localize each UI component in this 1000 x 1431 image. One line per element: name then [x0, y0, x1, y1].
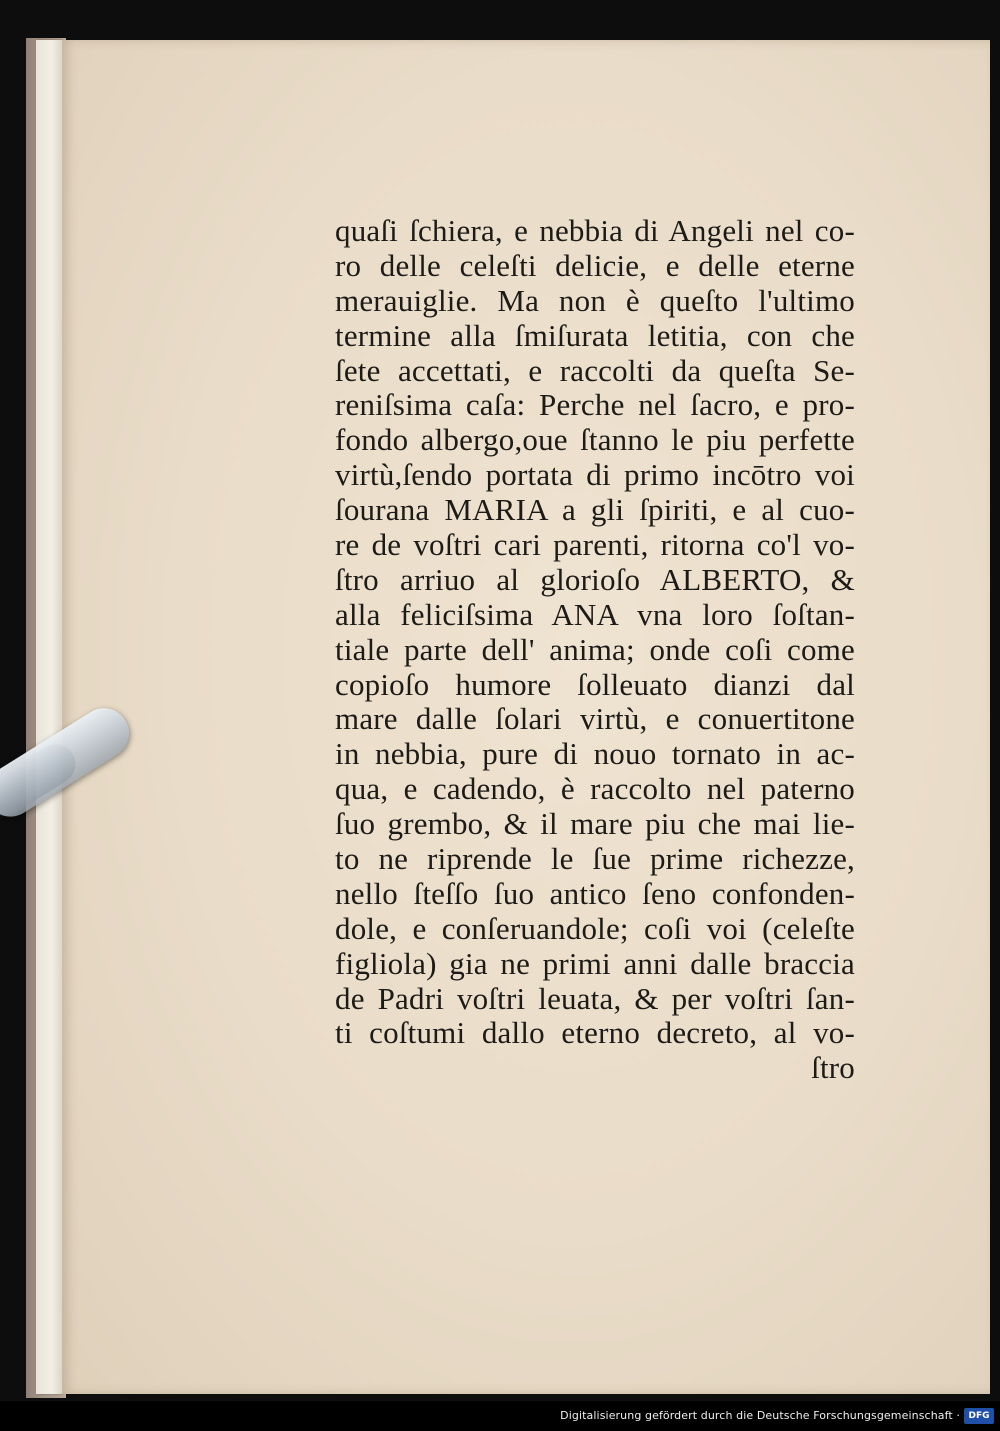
- text-line: dole, e conſeruandole; coſi voi (celeſte: [335, 910, 855, 946]
- footer-bar: [0, 1401, 1000, 1431]
- text-line: ſete accettati, e raccolti da queſta Se-: [335, 352, 855, 388]
- page-edge: [36, 40, 62, 1394]
- text-line: ſtro arriuo al glorioſo ALBERTO, &: [335, 561, 855, 597]
- text-line: fondo albergo,oue ſtanno le piu perfette: [335, 422, 855, 458]
- text-line: de Padri voſtri leuata, & per voſtri ſan-: [335, 980, 855, 1016]
- text-line: mare dalle ſolari virtù, e conuertitone: [335, 701, 855, 737]
- text-line: quaſi ſchiera, e nebbia di Angeli nel co-: [335, 213, 855, 248]
- text-line: tiale parte dell' anima; onde coſi come: [335, 631, 855, 667]
- text-line: to ne riprende le ſue prime richezze,: [335, 841, 855, 877]
- text-line: figliola) gia ne primi anni dalle braccia: [335, 945, 855, 981]
- text-line: ſuo grembo, & il mare piu che mai lie-: [335, 806, 855, 842]
- text-line: alla feliciſsima ANA vna loro ſoſtan-: [335, 596, 855, 632]
- text-block: [335, 214, 855, 1086]
- text-line: ti coſtumi dallo eterno decreto, al vo-: [335, 1015, 855, 1051]
- text-line: reniſsima caſa: Perche nel ſacro, e pro-: [335, 387, 855, 423]
- text-line: in nebbia, pure di nouo tornato in ac-: [335, 736, 855, 772]
- text-line: merauiglie. Ma non è queſto l'ultimo: [335, 282, 855, 318]
- text-line: virtù,ſendo portata di primo incōtro voi: [335, 457, 855, 493]
- text-line: nello ſteſſo ſuo antico ſeno confonden-: [335, 875, 855, 911]
- text-line: termine alla ſmiſurata letitia, con che: [335, 317, 855, 353]
- dfg-logo-icon: DFG: [964, 1408, 994, 1424]
- text-line: re de voſtri cari parenti, ritorna co'l vo-: [335, 527, 855, 563]
- catchword: ſtro: [811, 1050, 855, 1086]
- text-line: ſourana MARIA a gli ſpiriti, e al cuo-: [335, 492, 855, 528]
- text-line: qua, e cadendo, è raccolto nel paterno: [335, 771, 855, 807]
- book-page: [62, 40, 990, 1394]
- footer-credit: Digitalisierung gefördert durch die Deutsche Forschungsgemeinschaft ·: [560, 1409, 960, 1422]
- text-line: copioſo humore ſolleuato dianzi dal: [335, 666, 855, 702]
- text-line: ro delle celeſti delicie, e delle eterne: [335, 247, 855, 283]
